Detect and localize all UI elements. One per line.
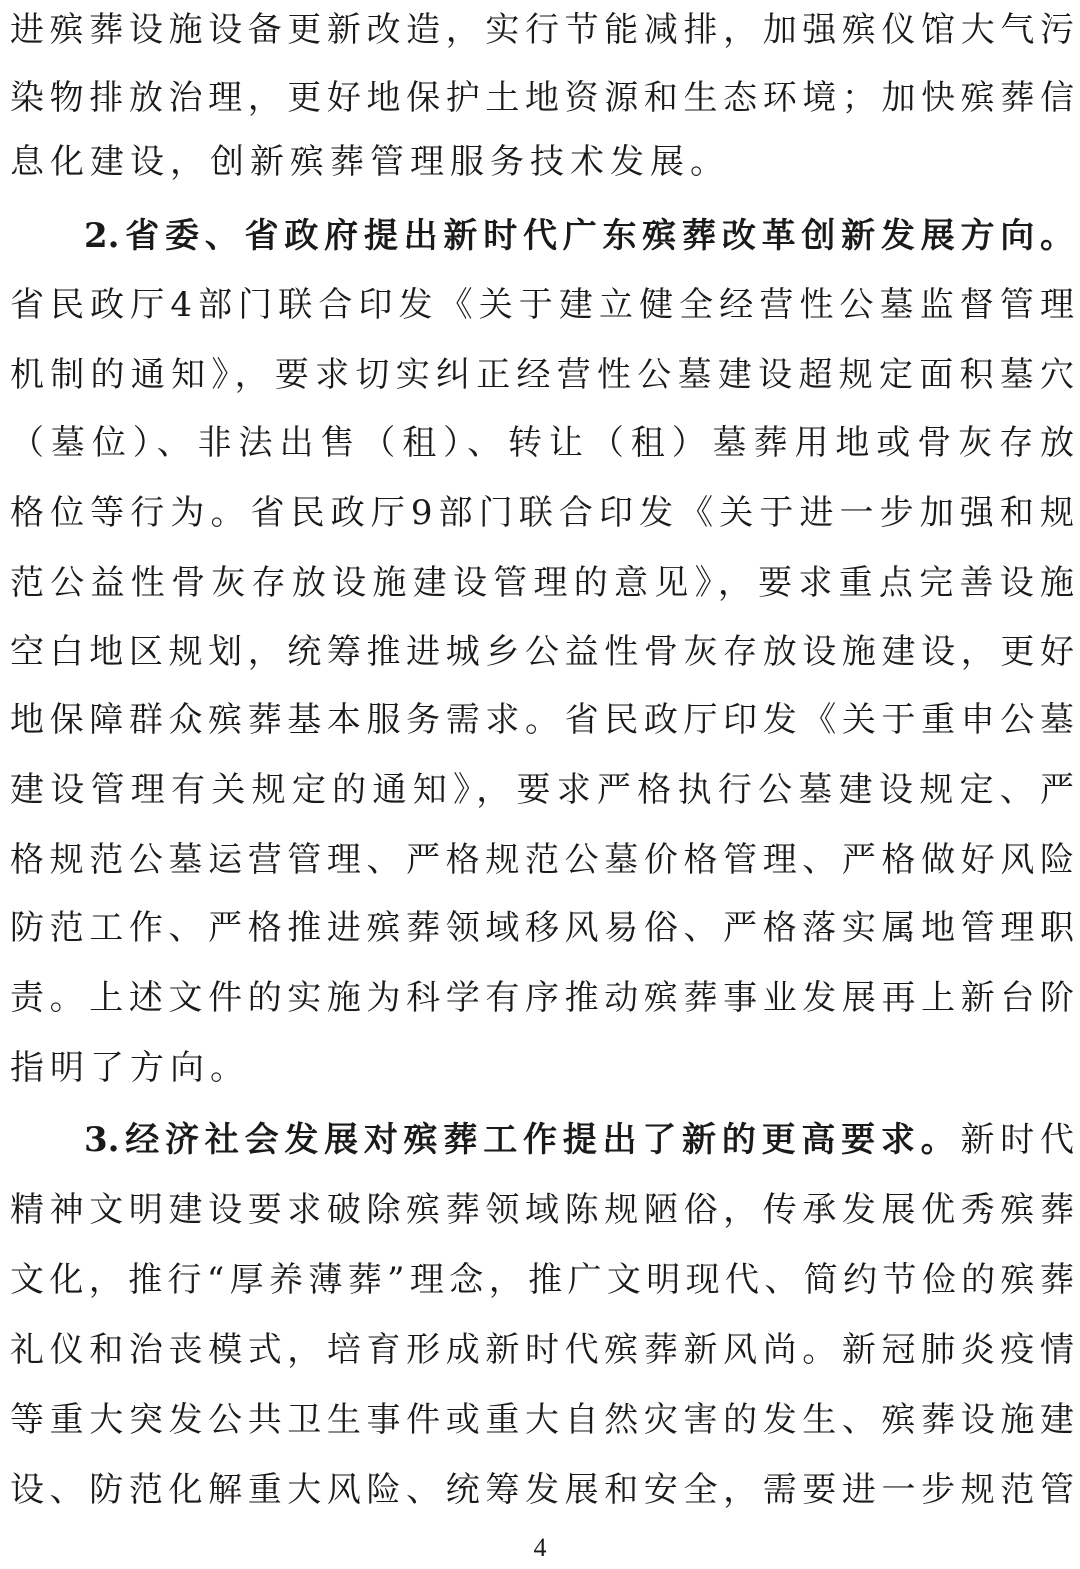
text-line: 空白地区规划，统筹推进城乡公益性骨灰存放设施建设，更好	[10, 632, 1074, 672]
text-line: 防范工作、严格推进殡葬领域移风易俗、严格落实属地管理职	[10, 908, 1074, 948]
text-line: 地保障群众殡葬基本服务需求。省民政厅印发《关于重申公墓	[10, 700, 1074, 740]
section-line	[84, 206, 1074, 266]
page-number: 4	[533, 1533, 547, 1562]
text-line: 等重大突发公共卫生事件或重大自然灾害的发生、殡葬设施建	[10, 1400, 1074, 1440]
text-line: 格位等行为。省民政厅9部门联合印发《关于进一步加强和规	[10, 493, 1074, 533]
section-heading: 2.省委、省政府提出新时代广东殡葬改革创新发展方向。	[84, 216, 1074, 256]
text-line: 指明了方向。	[10, 1048, 250, 1088]
text-line: 染物排放治理，更好地保护土地资源和生态环境；加快殡葬信	[10, 78, 1074, 118]
text-line: 范公益性骨灰存放设施建设管理的意见》，要求重点完善设施	[10, 563, 1074, 603]
text-line: 进殡葬设施设备更新改造，实行节能减排，加强殡仪馆大气污	[10, 10, 1074, 50]
text-line: 文化，推行“厚养薄葬”理念，推广文明现代、简约节俭的殡葬	[10, 1260, 1074, 1300]
text-line: 省民政厅4部门联合印发《关于建立健全经营性公墓监督管理	[10, 285, 1074, 325]
text-line: 机制的通知》，要求切实纠正经营性公墓建设超规定面积墓穴	[10, 355, 1074, 395]
text-line: 息化建设，创新殡葬管理服务技术发展。	[10, 142, 730, 182]
section-line	[84, 1110, 1074, 1170]
text-line: 责。上述文件的实施为科学有序推动殡葬事业发展再上新台阶	[10, 978, 1074, 1018]
text-line: 精神文明建设要求破除殡葬领域陈规陋俗，传承发展优秀殡葬	[10, 1190, 1074, 1230]
section-heading: 3.经济社会发展对殡葬工作提出了新的更高要求。	[84, 1120, 961, 1160]
text-line: 礼仪和治丧模式，培育形成新时代殡葬新风尚。新冠肺炎疫情	[10, 1330, 1074, 1370]
text-line: 建设管理有关规定的通知》，要求严格执行公墓建设规定、严	[10, 770, 1074, 810]
text-line: 设、防范化解重大风险、统筹发展和安全，需要进一步规范管	[10, 1470, 1074, 1510]
text-line: 格规范公墓运营管理、严格规范公墓价格管理、严格做好风险	[10, 840, 1074, 880]
text-line: （墓位）、非法出售（租）、转让（租）墓葬用地或骨灰存放	[10, 423, 1074, 463]
section-text: 新时代	[960, 1120, 1074, 1160]
